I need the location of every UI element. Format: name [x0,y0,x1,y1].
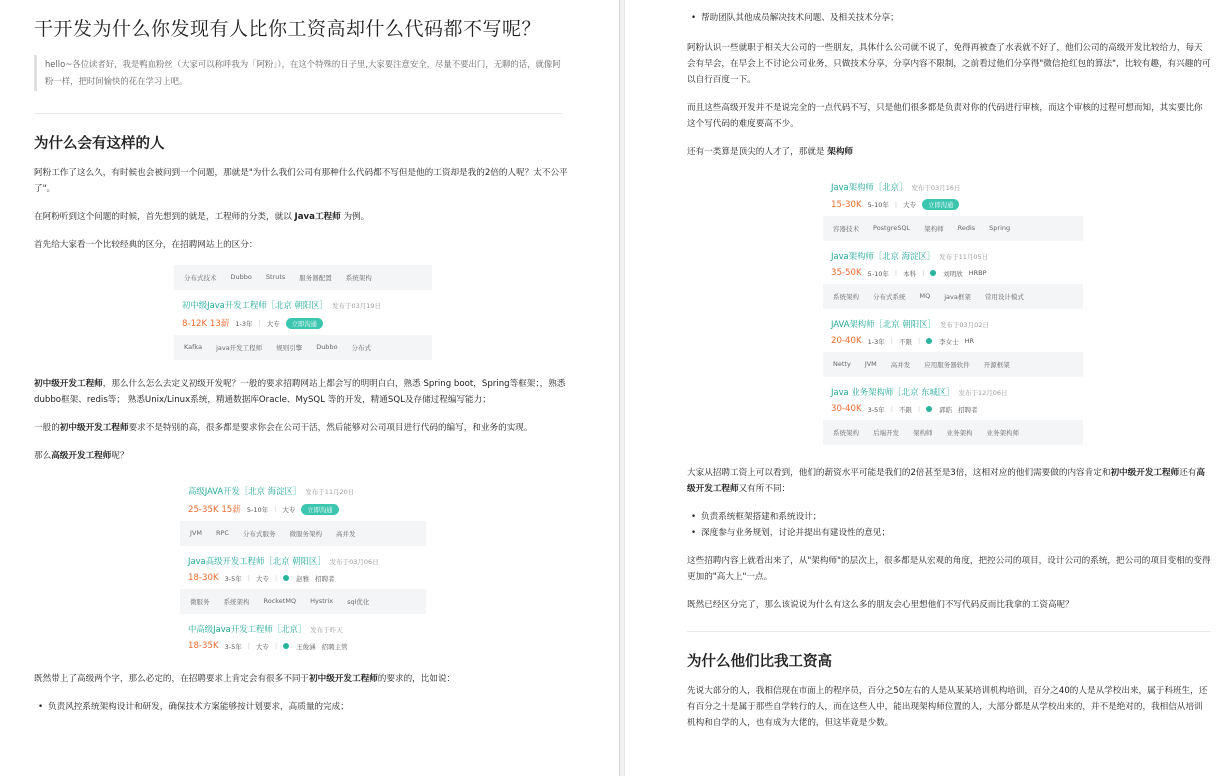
paragraph: 初中级开发工程师，那么什么怎么去定义初级开发呢？一般的要求招聘网站上都会写的明明白白，熟悉 Spring boot，Spring等框架；，熟悉dubbo框架、redis等； 熟悉Unix/Linux系统，精通数据库Oracle、MySQL 等的开发，精通SQL及存储过程编写能力； [34,379,566,405]
section-heading: 为什么他们比我工资高 [687,654,832,670]
paragraph: 阿粉认识一些就职于相关大公司的一些朋友，具体什么公司就不说了，免得再被查了水表就不好了，他们公司的高级开发比较给力，每天会有早会，在早会上不讨论公司业务，只做技术分享，分享内容不限制，之前看过他们分享得"微信抢红包的算法"，比较有趣，有兴趣的可以自行百度一下。 [687,43,1211,85]
job-tags: Kafka java开发工程师 规则引擎 Dubbo 分布式 [174,335,432,360]
job-tags: 分布式技术 Dubbo Struts 服务器配置 系统架构 [174,265,432,290]
right-page [626,0,1219,776]
chat-button[interactable]: 立即沟通 [922,199,959,210]
job-listing: 初中级Java开发工程师［北京 朝阳区］ 发布于03月19日 8-12K 13薪 1-3年 | 大专 立即沟通 [174,290,432,335]
avatar-icon [283,643,289,649]
job-card-image: 高级JAVA开发［北京 海淀区］ 发布于11月20日 25-35K 15薪 5-10年 | 大专 立即沟通 JVM RPC 分布式服务 微服务架构 高并发 Java高级开发工程师［北京 朝阳区］ 发布于03月06日 18-30K 3-5年 | 大专 | 赵雅 招聘者 微服务 系统架构 RocketMQ Hystrix sql优化 中高级Java开发工程师［北京］ 发布于昨天 18-35K 3-5年 | 大专 | 王俊涵 招聘主管 [180,476,426,657]
avatar-icon [926,406,932,412]
bullet-list [34,699,584,715]
intro-quote: hello~各位读者好，我是鸭血粉丝（大家可以称呼我为「阿粉」），在这个特殊的日子里,大家要注意安全，尽量不要出门，无聊的话，就像阿粉一样，把时间愉快的花在学习上吧。 [34,55,562,91]
chat-button[interactable]: 立即沟通 [286,318,323,329]
page-divider [619,0,625,776]
paragraph: 还有一类算是顶尖的人才了，那就是 架构师 [687,147,854,157]
job-card-image [174,265,432,360]
list-item: • 负责系统框架搭建和系统设计； [687,509,1211,525]
article-title: 干开发为什么你发现有人比你工资高却什么代码都不写呢？ [34,18,542,40]
section-heading: 为什么会有这样的人 [34,136,165,152]
paragraph: 一般的初中级开发工程师要求不是特别的高，很多都是要求你会在公司干活，然后能够对公司项目进行代码的编写，和业务的实现。 [34,423,533,433]
paragraph: 阿粉工作了这么久，有时候也会被问到一个问题，那就是"为什么我们公司有那种什么代码都不写但是他的工资却是我的2倍的人呢？太不公平了"。 [34,168,568,194]
paragraph: 大家从招聘工资上可以看到，他们的薪资水平可能是我们的2倍甚至是3倍，这相对应的他们需要做的内容肯定和初中级开发工程师还有高级开发工程师又有所不同： [687,468,1206,494]
paragraph: 既然带上了高级两个字，那么必定的，在招聘要求上肯定会有很多不同于初中级开发工程师的要求的，比如说： [34,674,456,684]
avatar-icon [926,338,932,344]
job-card-image: Java架构师［北京］ 发布于03月16日 15-30K 5-10年 | 大专 立即沟通 容器技术 PostgreSQL 架构师 Redis Spring Java架构师［北京 海淀区］ 发布于11月05日 35-50K 5-10年 | 本科 | 刘明欣 HRBP 系统架构 分布式系统 MQ java框架 常用设计模式 JAVA架构师［北京 朝阳区］ 发布于03月02日 20-40K 1-3年 | 不限 | 李女士 HR Netty JVM 高并发 应用服务器软件 开源框架 Java 业务架构师［北京 东城区］ 发布于12月06日 30-40K 3-5年 | 不限 | 郭皓 招聘者 系统架构 后端开发 架构师 业务架构 业务架构师 [823,172,1083,445]
divider-line [34,113,562,114]
paragraph: 在阿粉听到这个问题的时候，首先想到的就是，工程师的分类，就以 Java工程师 为例。 [34,212,370,222]
bullet-list [687,10,1211,26]
list-item: • 深度参与业务规划，讨论并提出有建设性的意见； [687,525,1211,541]
paragraph: 首先给大家看一个比较经典的区分，在招聘网站上的区分： [34,240,258,250]
avatar-icon [930,270,936,276]
paragraph: 而且这些高级开发并不是说完全的一点代码不写，只是他们很多都是负责对你的代码进行审核，而这个审核的过程可想而知，其实要比你这个写代码的难度要高不少。 [687,103,1203,129]
chat-button[interactable]: 立即沟通 [301,504,338,515]
divider-line [687,631,1211,632]
paragraph: 既然已经区分完了，那么该说说为什么有这么多的朋友会心里想他们不写代码反而比我拿的工资高呢？ [687,600,1074,610]
list-item: • 帮助团队其他成员解决技术问题、及相关技术分享； [687,10,1211,26]
paragraph: 先说大部分的人，我相信现在市面上的程序员，百分之50左右的人是从某某培训机构培训，百分之40的人是从学校出来，属于科班生，还有百分之十是属于那些自学转行的人，而在这些人中，能出现架构师位置的人，大部分都是从学校出来的，并不是绝对的，我相信从培训机构和自学的人，也有成为大佬的，但这毕竟是少数。 [687,686,1208,728]
paragraph: 那么高级开发工程师呢？ [34,451,129,461]
avatar-icon [283,575,289,581]
bullet-list [687,509,1211,541]
paragraph: 这些招聘内容上就看出来了，从"架构师"的层次上，很多都是从宏观的角度，把控公司的项目，设计公司的系统，把公司的项目变相的变得更加的"高大上"一点。 [687,556,1211,582]
job-title: 初中级Java开发工程师［北京 朝阳区］ [182,300,328,310]
list-item: • 负责风控系统架构设计和研发，确保技术方案能够按计划要求，高质量的完成； [34,699,584,715]
